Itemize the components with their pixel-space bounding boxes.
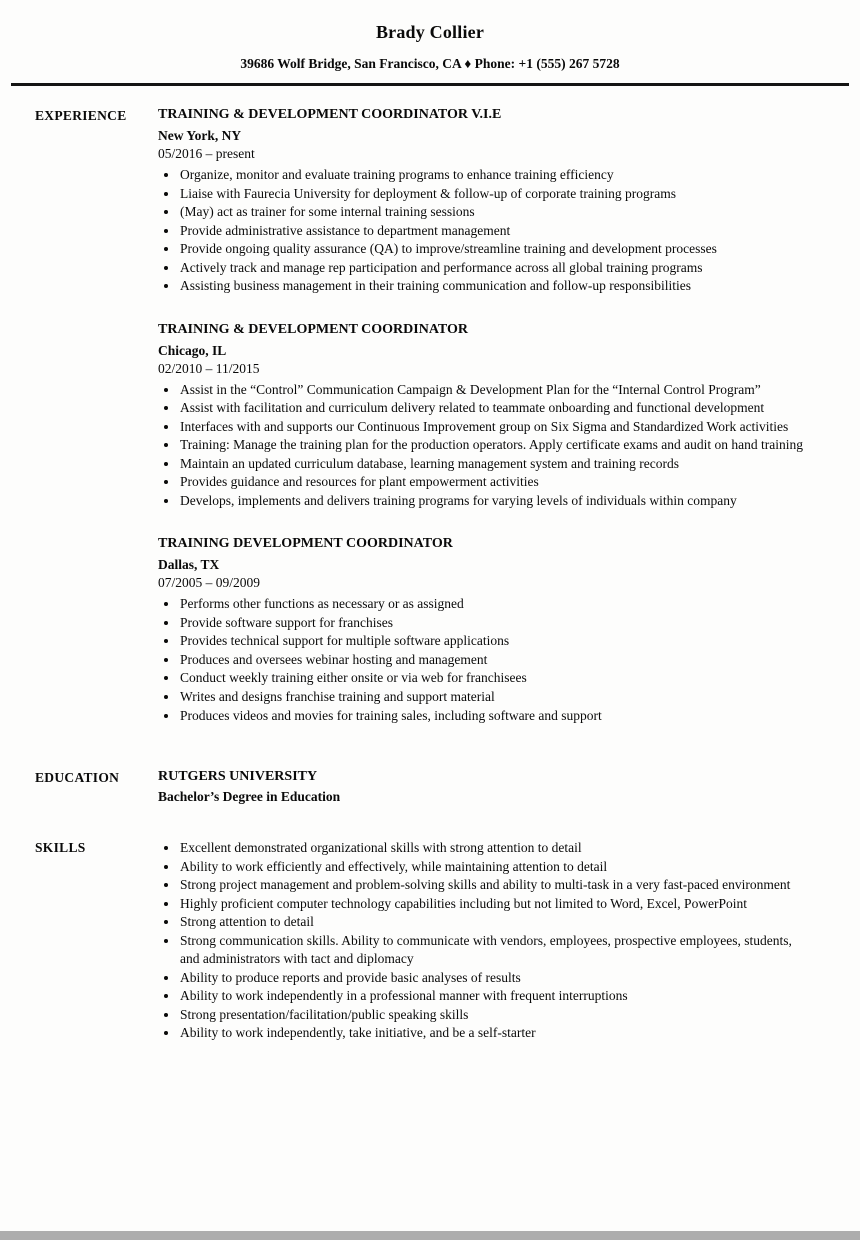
contact-line: 39686 Wolf Bridge, San Francisco, CA ♦ Phone: +1 (555) 267 5728 (240, 56, 620, 71)
bullet-item: • Strong presentation/facilitation/public speaking skills (179, 1006, 808, 1024)
section-label-skills: SKILLS (35, 840, 86, 856)
job-location: New York, NY (158, 128, 242, 143)
bullet-item: • Develops, implements and delivers training programs for varying levels of individuals within company (179, 492, 808, 510)
job-location: Chicago, IL (158, 342, 227, 358)
bullet-item: • Strong attention to detail (179, 913, 808, 931)
job-dates: 02/2010 – 11/2015 (158, 360, 260, 376)
bullet-item: • Produces videos and movies for training sales, including software and support (179, 707, 808, 725)
job-entry-2 (158, 322, 808, 511)
bullet-item: • Strong project management and problem-solving skills and ability to multi-task in a very fast-paced environment (179, 876, 808, 894)
section-label-experience: EXPERIENCE (35, 108, 127, 123)
job-bullet-list (158, 595, 808, 725)
bullet-item: • Performs other functions as necessary or as assigned (179, 595, 808, 613)
education-content (158, 769, 808, 805)
bullet-item: • (May) act as trainer for some internal training sessions (179, 203, 808, 221)
bullet-item: • Ability to work efficiently and effectively, while maintaining attention to detail (179, 858, 808, 876)
bullet-item: • Organize, monitor and evaluate training programs to enhance training efficiency (179, 166, 808, 184)
resume-header (0, 22, 860, 86)
bullet-item: • Assist in the “Control” Communication Campaign & Development Plan for the “Internal Control Program” (179, 381, 808, 399)
bullet-item: • Maintain an updated curriculum database, learning management system and training records (179, 455, 808, 473)
bullet-item: • Assist with facilitation and curriculum delivery related to teammate onboarding and functional development (179, 399, 808, 417)
bullet-item: • Training: Manage the training plan for the production operators. Apply certificate exams and audit on hand training (179, 436, 808, 454)
experience-section (0, 107, 860, 725)
job-entry-1 (158, 107, 808, 296)
experience-content (158, 107, 808, 725)
job-dates: 05/2016 – present (158, 146, 255, 161)
job-dates: 07/2005 – 09/2009 (158, 575, 261, 591)
bullet-item: • Ability to work independently, take initiative, and be a self-starter (179, 1024, 808, 1042)
bullet-item: • Provides guidance and resources for plant empowerment activities (179, 473, 808, 491)
bullet-item: • Provide ongoing quality assurance (QA) to improve/streamline training and development processes (179, 240, 808, 258)
bullet-item: • Produces and oversees webinar hosting and management (179, 651, 808, 669)
job-title: TRAINING & DEVELOPMENT COORDINATOR V.I.E (158, 107, 502, 122)
bullet-item: • Actively track and manage rep participation and performance across all global training programs (179, 259, 808, 277)
skills-content (158, 839, 808, 1043)
bullet-item: • Ability to produce reports and provide basic analyses of results (179, 969, 808, 987)
bullet-item: • Ability to work independently in a professional manner with frequent interruptions (179, 987, 808, 1005)
bullet-item: • Provide administrative assistance to department management (179, 222, 808, 240)
job-bullet-list (158, 381, 808, 511)
job-entry-3 (158, 536, 808, 725)
bullet-item: • Provides technical support for multiple software applications (179, 632, 808, 650)
bullet-item: • Liaise with Faurecia University for deployment & follow-up of corporate training programs (179, 185, 808, 203)
person-name: Brady Collier (375, 22, 485, 42)
bullet-item: • Conduct weekly training either onsite or via web for franchisees (179, 669, 808, 687)
bullet-item: • Interfaces with and supports our Continuous Improvement group on Six Sigma and Standardized Work activities (179, 418, 808, 436)
skills-bullet-list (158, 839, 808, 1042)
job-title: TRAINING DEVELOPMENT COORDINATOR (158, 536, 453, 552)
bullet-item: • Provide software support for franchises (179, 614, 808, 632)
bullet-item: • Assisting business management in their training communication and follow-up responsibilities (179, 277, 808, 295)
bullet-item: • Excellent demonstrated organizational skills with strong attention to detail (179, 839, 808, 857)
header-divider (11, 83, 849, 86)
education-degree: Bachelor’s Degree in Education (158, 789, 341, 805)
job-location: Dallas, TX (158, 557, 220, 573)
job-bullet-list (158, 166, 808, 296)
bullet-item: • Strong communication skills. Ability to communicate with vendors, employees, prospective employees, students, and administrators with tact and diplomacy (179, 932, 808, 968)
education-school: RUTGERS UNIVERSITY (158, 769, 318, 785)
skills-section (0, 839, 860, 1043)
bullet-item: • Writes and designs franchise training and support material (179, 688, 808, 706)
section-label-education: EDUCATION (35, 770, 120, 786)
bullet-item: • Highly proficient computer technology capabilities including but not limited to Word, Excel, PowerPoint (179, 895, 808, 913)
education-section (0, 769, 860, 805)
job-title: TRAINING & DEVELOPMENT COORDINATOR (158, 321, 468, 337)
